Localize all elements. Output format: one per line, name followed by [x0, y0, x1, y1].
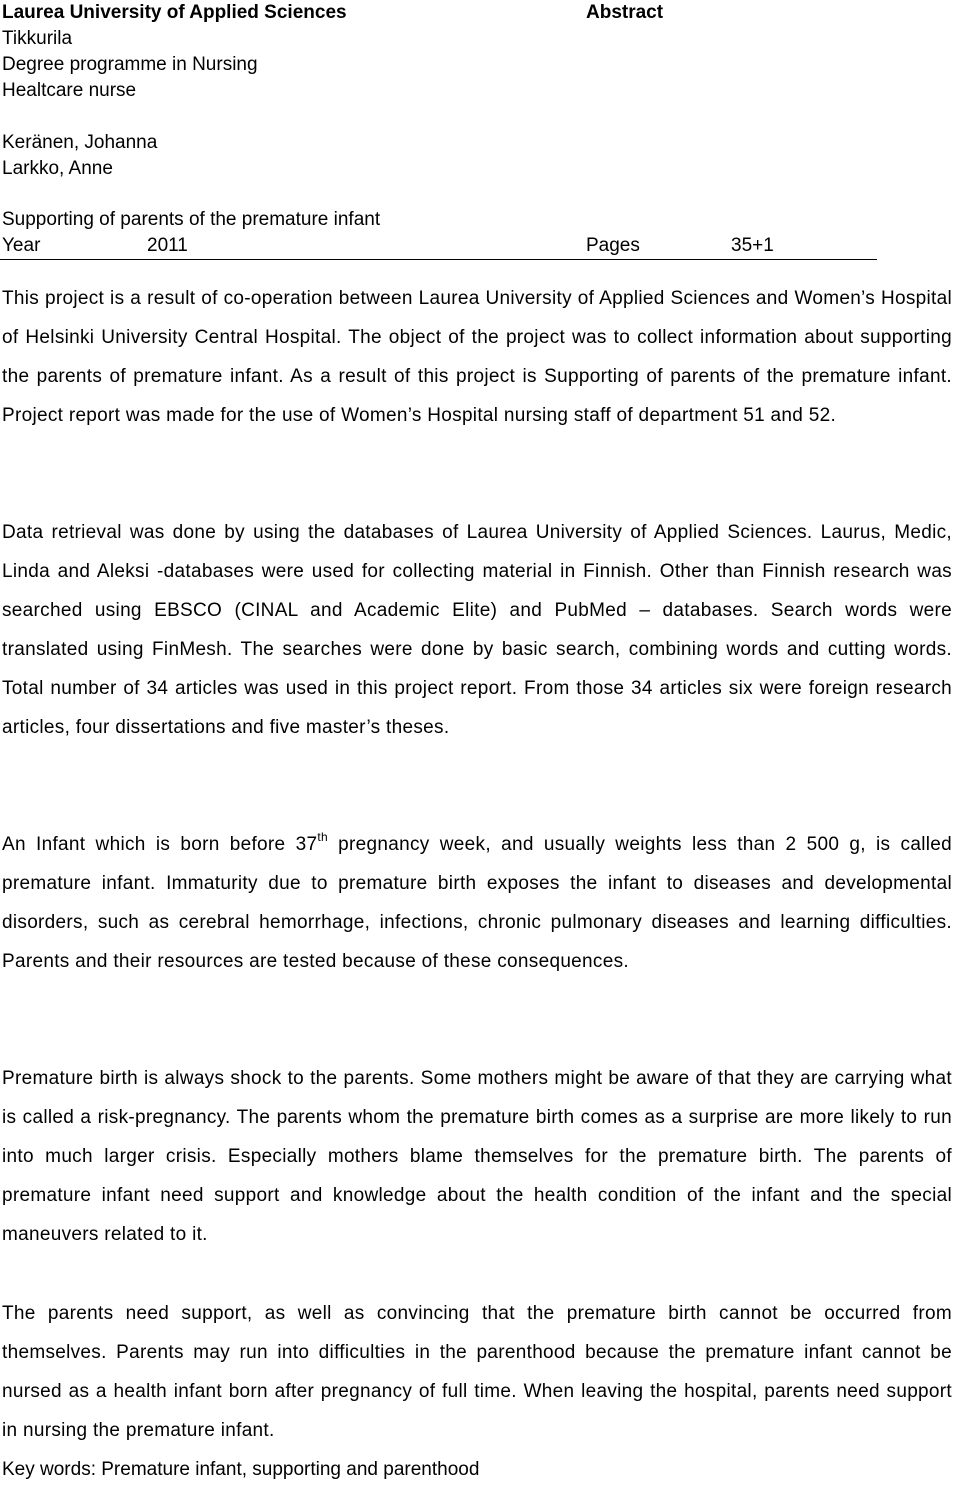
paragraph-3-text-a: An Infant which is born before 37: [2, 834, 318, 855]
thesis-title: Supporting of parents of the premature infant: [2, 209, 381, 230]
abstract-paragraph-4: Premature birth is always shock to the parents. Some mothers might be aware of that they are carrying what is called a risk-pregnancy. The parents whom the premature birth comes as a surprise are more likely to run into much larger crisis. Especially mothers blame themselves for the premature birth. The parents of premature infant need support and knowledge about the health condition of the infant and the special maneuvers related to it.: [2, 1068, 952, 1245]
keywords: Key words: Premature infant, supporting and parenthood: [2, 1459, 480, 1480]
abstract-heading: Abstract: [586, 2, 664, 23]
abstract-paragraph-1: This project is a result of co-operation between Laurea University of Applied Sciences and Women’s Hospital of Helsinki University Central Hospital. The object of the project was to collect information about supporting the parents of premature infant. As a result of this project is Supporting of parents of the premature infant. Project report was made for the use of Women’s Hospital nursing staff of department 51 and 52.: [2, 288, 952, 426]
abstract-paragraph-3: [2, 825, 952, 981]
superscript-th: th: [317, 830, 328, 844]
campus-name: Tikkurila: [2, 28, 73, 49]
author-name: Larkko, Anne: [2, 158, 113, 179]
qualification: Healtcare nurse: [2, 80, 137, 101]
year-label: Year: [2, 235, 41, 256]
degree-programme: Degree programme in Nursing: [2, 54, 258, 75]
abstract-paragraph-5: The parents need support, as well as convincing that the premature birth cannot be occurred from themselves. Parents may run into difficulties in the parenthood because the premature infant cannot be nursed as a health infant born after pregnancy of full time. When leaving the hospital, parents need support in nursing the premature infant.: [2, 1303, 952, 1441]
author-name: Keränen, Johanna: [2, 132, 158, 153]
year-value: 2011: [147, 235, 188, 256]
institution-name: Laurea University of Applied Sciences: [2, 2, 347, 23]
paragraph-3-text-b: pregnancy week, and usually weights less than 2 500 g, is called premature infant. Immaturity due to premature birth exposes the infant to diseases and developmental disorders, such as cerebral hemorrhage, infections, chronic pulmonary diseases and learning difficulties. Parents and their resources are tested because of these consequences.: [2, 834, 952, 972]
abstract-paragraph-2: Data retrieval was done by using the databases of Laurea University of Applied Sciences. Laurus, Medic, Linda and Aleksi -databases were used for collecting material in Finnish. Other than Finnish research was searched using EBSCO (CINAL and Academic Elite) and PubMed – databases. Search words were translated using FinMesh. The searches were done by basic search, combining words and cutting words. Total number of 34 articles was used in this project report. From those 34 articles six were foreign research articles, four dissertations and five master’s theses.: [2, 522, 952, 738]
year-pages-row: [0, 233, 877, 260]
pages-label: Pages: [586, 235, 640, 256]
pages-value: 35+1: [731, 235, 774, 256]
